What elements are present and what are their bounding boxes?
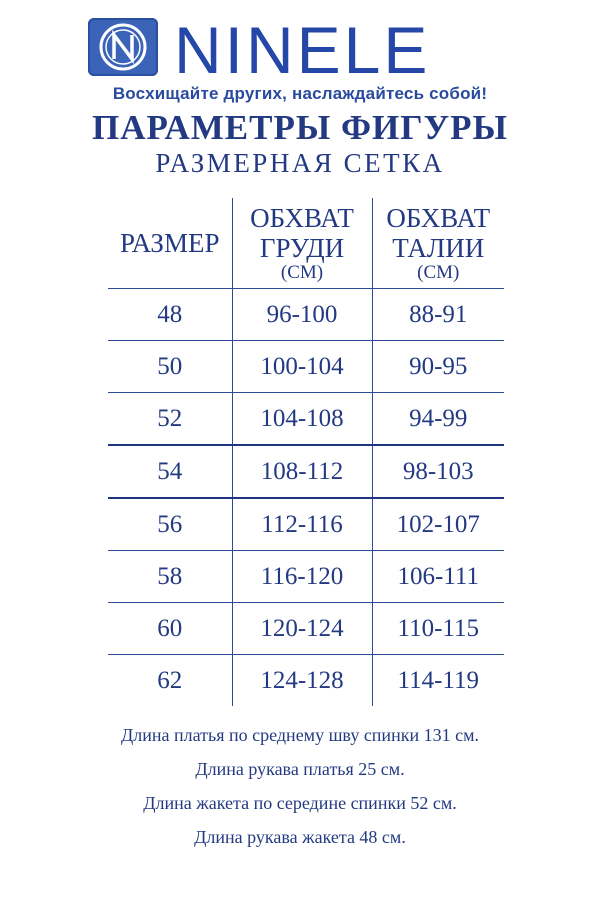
bust-cell: 108-112 <box>232 445 372 498</box>
size-cell: 52 <box>108 393 232 446</box>
table-row <box>108 341 504 393</box>
size-cell: 48 <box>108 289 232 341</box>
jacket-length-note: Длина жакета по середине спинки 52 см. <box>143 793 457 813</box>
dress-sleeve-note: Длина рукава платья 25 см. <box>195 759 405 779</box>
size-cell: 62 <box>108 655 232 707</box>
table-header-row <box>108 198 504 289</box>
header-waist-line1: ОБХВАТ <box>386 203 491 233</box>
bust-cell: 124-128 <box>232 655 372 707</box>
header-bust-unit: (СМ) <box>280 262 324 283</box>
size-cell: 60 <box>108 603 232 655</box>
page-subtitle: РАЗМЕРНАЯ СЕТКА <box>155 148 445 178</box>
bust-cell: 96-100 <box>232 289 372 341</box>
table-row <box>108 498 504 551</box>
header-waist <box>372 198 504 289</box>
waist-cell: 88-91 <box>372 289 504 341</box>
garment-measurements-notes <box>0 718 600 854</box>
page-title: ПАРАМЕТРЫ ФИГУРЫ <box>92 108 508 147</box>
waist-cell: 98-103 <box>372 445 504 498</box>
jacket-sleeve-note: Длина рукава жакета 48 см. <box>194 827 406 847</box>
header-bust <box>232 198 372 289</box>
size-cell: 58 <box>108 551 232 603</box>
dress-length-note: Длина платья по среднему шву спинки 131 см. <box>121 725 479 745</box>
header-bust-line2: ГРУДИ <box>259 233 345 263</box>
header-size <box>108 198 232 289</box>
size-chart-table <box>108 198 504 706</box>
table-row <box>108 393 504 446</box>
table-row <box>108 289 504 341</box>
n-monogram-logo-icon <box>88 18 158 76</box>
waist-cell: 110-115 <box>372 603 504 655</box>
waist-cell: 90-95 <box>372 341 504 393</box>
bust-cell: 112-116 <box>232 498 372 551</box>
header-waist-line2: ТАЛИИ <box>392 233 485 263</box>
bust-cell: 100-104 <box>232 341 372 393</box>
table-row <box>108 655 504 707</box>
size-cell: 50 <box>108 341 232 393</box>
waist-cell: 106-111 <box>372 551 504 603</box>
table-row <box>108 551 504 603</box>
table-row <box>108 445 504 498</box>
header-bust-line1: ОБХВАТ <box>250 203 354 233</box>
waist-cell: 102-107 <box>372 498 504 551</box>
table-row <box>108 603 504 655</box>
waist-cell: 114-119 <box>372 655 504 707</box>
brand-tagline: Восхищайте других, наслаждайтесь собой! <box>112 84 488 103</box>
header-size-label: РАЗМЕР <box>120 228 220 258</box>
waist-cell: 94-99 <box>372 393 504 446</box>
bust-cell: 116-120 <box>232 551 372 603</box>
bust-cell: 104-108 <box>232 393 372 446</box>
brand-header <box>0 13 600 87</box>
size-cell: 54 <box>108 445 232 498</box>
brand-name: NINELE <box>174 13 431 87</box>
header-waist-unit: (СМ) <box>417 262 460 283</box>
size-cell: 56 <box>108 498 232 551</box>
bust-cell: 120-124 <box>232 603 372 655</box>
